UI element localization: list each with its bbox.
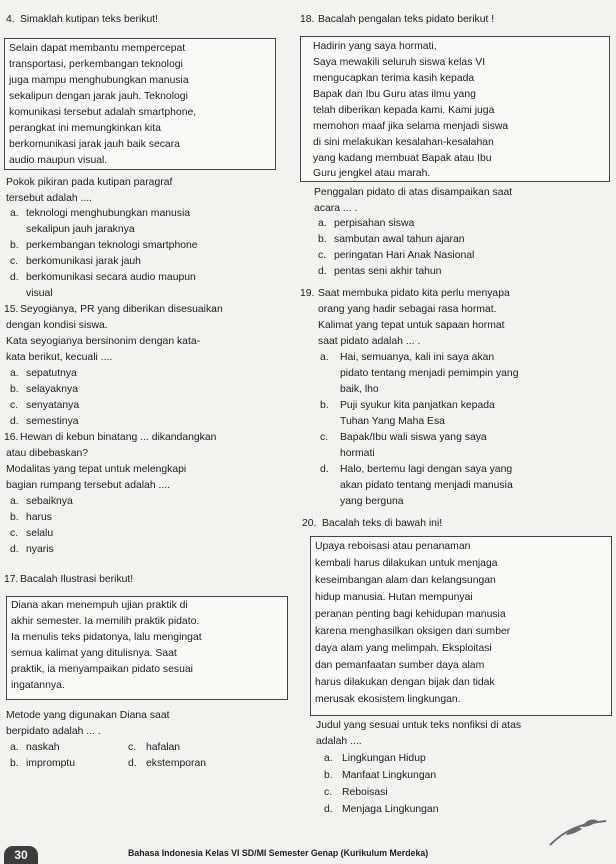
passage-line: Bapak dan Ibu Guru atas ilmu yang: [313, 89, 476, 100]
question-text: kata berikut, kecuali ....: [6, 352, 113, 363]
passage-line: Ia menulis teks pidatonya, lalu mengingat: [11, 632, 202, 643]
option-text[interactable]: sekalipun jauh jaraknya: [26, 224, 135, 235]
question-text: tersebut adalah ....: [6, 193, 93, 204]
option-letter[interactable]: a.: [10, 742, 19, 753]
question-text: bagian rumpang tersebut adalah ....: [6, 480, 171, 491]
option-text[interactable]: Puji syukur kita panjatkan kepada: [340, 400, 495, 411]
passage-line: praktik, ia menyampaikan pidato sesuai: [11, 664, 193, 675]
question-text: orang yang hadir sebagai rasa hormat.: [318, 304, 497, 315]
option-letter[interactable]: d.: [10, 416, 19, 427]
option-text[interactable]: perpisahan siswa: [334, 218, 415, 229]
passage-line: dan pemanfaatan sumber daya alam: [315, 660, 485, 671]
option-text[interactable]: hafalan: [146, 742, 181, 753]
option-text[interactable]: senyatanya: [26, 400, 80, 411]
option-text[interactable]: semestinya: [26, 416, 79, 427]
option-letter[interactable]: c.: [10, 400, 19, 411]
passage-line: mengucapkan terima kasih kepada: [313, 73, 475, 84]
question-number: 4.: [6, 14, 15, 25]
question-prompt: Bacalah Ilustrasi berikut!: [20, 574, 134, 585]
option-text[interactable]: sambutan awal tahun ajaran: [334, 234, 465, 245]
question-prompt: Bacalah teks di bawah ini!: [322, 518, 443, 529]
option-letter[interactable]: b.: [318, 234, 327, 245]
passage-line: sekalipun dengan jarak jauh. Teknologi: [9, 91, 188, 102]
question-text: Pokok pikiran pada kutipan paragraf: [6, 177, 173, 188]
option-text[interactable]: visual: [26, 288, 53, 299]
option-letter[interactable]: b.: [320, 400, 329, 411]
passage-line: yang kadang membuat Bapak atau Ibu: [313, 153, 492, 164]
passage-line: perangkat ini memungkinkan kita: [9, 123, 161, 134]
passage-line: Guru jengkel atau marah.: [313, 168, 431, 179]
passage-line: di sini melakukan kesalahan-kesalahan: [313, 137, 494, 148]
question-number: 17.: [4, 574, 19, 585]
option-letter[interactable]: d.: [10, 544, 19, 555]
question-number: 18.: [300, 14, 315, 25]
passage-line: Selain dapat membantu mempercepat: [9, 43, 186, 54]
option-text[interactable]: nyaris: [26, 544, 54, 555]
question-number: 16.: [4, 432, 19, 443]
option-letter[interactable]: b.: [10, 758, 19, 769]
option-letter[interactable]: c.: [10, 528, 19, 539]
question-prompt: Simaklah kutipan teks berikut!: [20, 14, 159, 25]
passage-line: harus dilakukan dengan bijak dan tidak: [315, 677, 495, 688]
option-letter[interactable]: c.: [320, 432, 329, 443]
option-letter[interactable]: a.: [318, 218, 327, 229]
question-text: Hewan di kebun binatang ... dikandangkan: [20, 432, 217, 443]
passage-line: semua kalimat yang ditulisnya. Saat: [11, 648, 177, 659]
passage-line: Hadirin yang saya hormati,: [313, 41, 437, 52]
passage-line: telah diberikan kepada kami. Kami juga: [313, 105, 495, 116]
option-letter[interactable]: b.: [324, 770, 333, 781]
option-text[interactable]: impromptu: [26, 758, 76, 769]
option-text[interactable]: selayaknya: [26, 384, 78, 395]
option-letter[interactable]: d.: [324, 804, 333, 815]
passage-box: [6, 596, 288, 700]
question-text: Kalimat yang tepat untuk sapaan hormat: [318, 320, 505, 331]
option-text[interactable]: sepatutnya: [26, 368, 77, 379]
passage-line: peranan penting bagi kehidupan manusia: [315, 609, 506, 620]
option-text[interactable]: Halo, bertemu lagi dengan saya yang: [340, 464, 513, 475]
option-text[interactable]: baik, lho: [340, 384, 379, 395]
leaf-ornament-icon: [548, 817, 608, 847]
question-text: Judul yang sesuai untuk teks nonfiksi di atas: [316, 720, 522, 731]
option-text[interactable]: Manfaat Lingkungan: [342, 770, 437, 781]
option-text[interactable]: sebaiknya: [26, 496, 73, 507]
option-letter[interactable]: d.: [128, 758, 137, 769]
option-text[interactable]: perkembangan teknologi smartphone: [26, 240, 198, 251]
book-title: Bahasa Indonesia Kelas VI SD/MI Semester Genap (Kurikulum Merdeka): [128, 848, 429, 858]
option-letter[interactable]: c.: [128, 742, 137, 753]
passage-line: Diana akan menempuh ujian praktik di: [11, 600, 188, 611]
question-text: Seyogianya, PR yang diberikan disesuaikan: [20, 304, 223, 315]
passage-line: hidup manusia. Hutan mempunyai: [315, 592, 473, 603]
option-text[interactable]: pidato tentang menjadi pemimpin yang: [340, 368, 519, 379]
option-letter[interactable]: b.: [10, 512, 19, 523]
option-letter[interactable]: b.: [10, 240, 19, 251]
passage-line: ingatannya.: [11, 680, 65, 691]
passage-line: kembali harus dilakukan untuk menjaga: [315, 558, 498, 569]
option-letter[interactable]: a.: [324, 753, 333, 764]
passage-box: [4, 38, 276, 170]
question-text: berpidato adalah ... .: [6, 726, 101, 737]
question-text: Metode yang digunakan Diana saat: [6, 710, 170, 721]
passage-line: merusak ekosistem lingkungan.: [315, 694, 461, 705]
option-letter[interactable]: d.: [10, 272, 19, 283]
option-letter[interactable]: b.: [10, 384, 19, 395]
question-number: 20.: [302, 518, 317, 529]
option-text[interactable]: Tuhan Yang Maha Esa: [340, 416, 445, 427]
question-text: saat pidato adalah ... .: [318, 336, 421, 347]
option-text[interactable]: berkomunikasi jarak jauh: [26, 256, 141, 267]
passage-box: [300, 36, 610, 182]
passage-line: komunikasi tersebut adalah smartphone,: [9, 107, 197, 118]
question-number: 19.: [300, 288, 315, 299]
question-text: Saat membuka pidato kita perlu menyapa: [318, 288, 510, 299]
question-text: Modalitas yang tepat untuk melengkapi: [6, 464, 187, 475]
option-text[interactable]: ekstemporan: [146, 758, 207, 769]
passage-line: daya alam yang melimpah. Eksploitasi: [315, 643, 492, 654]
question-text: adalah ....: [316, 736, 362, 747]
option-letter[interactable]: c.: [10, 256, 19, 267]
option-letter[interactable]: a.: [320, 352, 329, 363]
passage-line: Saya mewakili seluruh siswa kelas VI: [313, 57, 486, 68]
option-text[interactable]: peringatan Hari Anak Nasional: [334, 250, 475, 261]
passage-line: karena menghasilkan oksigen dan sumber: [315, 626, 511, 637]
option-text[interactable]: Reboisasi: [342, 787, 388, 798]
option-text[interactable]: berkomunikasi secara audio maupun: [26, 272, 196, 283]
question-text: Kata seyogianya bersinonim dengan kata-: [6, 336, 201, 347]
question-prompt: Bacalah pengalan teks pidato berikut !: [318, 14, 495, 25]
passage-line: memohon maaf jika selama menjadi siswa: [313, 121, 509, 132]
question-text: Penggalan pidato di atas disampaikan saat: [314, 187, 513, 198]
passage-line: Upaya reboisasi atau penanaman: [315, 541, 471, 552]
option-text[interactable]: pentas seni akhir tahun: [334, 266, 442, 277]
passage-line: akhir semester. Ia memilih praktik pidato.: [11, 616, 200, 627]
passage-line: transportasi, perkembangan teknologi: [9, 59, 183, 70]
option-letter[interactable]: c.: [318, 250, 327, 261]
option-text[interactable]: Menjaga Lingkungan: [342, 804, 439, 815]
passage-line: berkomunikasi jarak jauh baik secara: [9, 139, 180, 150]
option-letter[interactable]: a.: [10, 496, 19, 507]
option-letter[interactable]: a.: [10, 208, 19, 219]
question-text: atau dibebaskan?: [6, 448, 89, 459]
question-text: dengan kondisi siswa.: [6, 320, 108, 331]
option-letter[interactable]: a.: [10, 368, 19, 379]
option-text[interactable]: naskah: [26, 742, 60, 753]
option-text[interactable]: harus: [26, 512, 52, 523]
question-number: 15.: [4, 304, 19, 315]
option-text[interactable]: teknologi menghubungkan manusia: [26, 208, 191, 219]
passage-line: audio maupun visual.: [9, 155, 108, 166]
option-letter[interactable]: d.: [320, 464, 329, 475]
option-text[interactable]: Hai, semuanya, kali ini saya akan: [340, 352, 495, 363]
option-text[interactable]: yang berguna: [340, 496, 404, 507]
option-text[interactable]: akan pidato tentang menjadi manusia: [340, 480, 513, 491]
passage-line: keseimbangan alam dan kelangsungan: [315, 575, 496, 586]
option-text[interactable]: selalu: [26, 528, 54, 539]
option-text[interactable]: Bapak/Ibu wali siswa yang saya: [340, 432, 487, 443]
passage-line: juga mampu menghubungkan manusia: [9, 75, 189, 86]
option-letter[interactable]: c.: [324, 787, 333, 798]
passage-box: [310, 536, 612, 716]
option-text[interactable]: hormati: [340, 448, 375, 459]
option-letter[interactable]: d.: [318, 266, 327, 277]
page-number: 30: [4, 846, 38, 864]
question-text: acara ... .: [314, 203, 358, 214]
option-text[interactable]: Lingkungan Hidup: [342, 753, 426, 764]
